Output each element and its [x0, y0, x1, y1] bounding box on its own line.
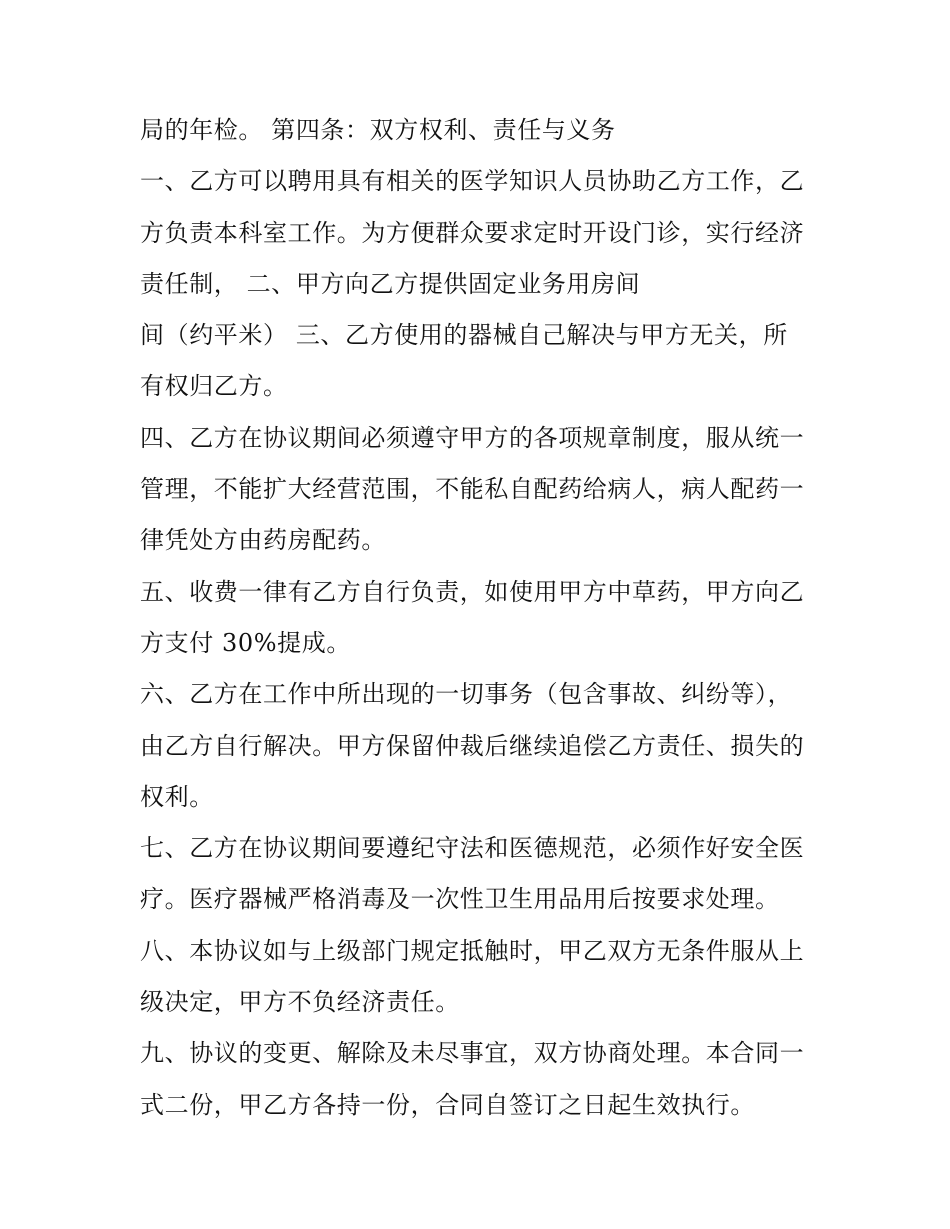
text-line: 六、乙方在工作中所出现的一切事务（包含事故、纠纷等），: [140, 680, 793, 709]
text-line: 有权归乙方。: [140, 372, 288, 401]
text-line: 一、乙方可以聘用具有相关的医学知识人员协助乙方工作，乙: [140, 167, 805, 196]
text-line: 局的年检。 第四条：双方权利、责任与义务: [140, 116, 616, 144]
text-line: 方负责本科室工作。为方便群众要求定时开设门诊，实行经济: [140, 218, 805, 247]
text-line: 四、乙方在协议期间必须遵守甲方的各项规章制度，服从统一: [140, 423, 805, 452]
text-line: 级决定，甲方不负经济责任。: [140, 988, 460, 1017]
text-line: 权利。: [140, 782, 214, 811]
text-line: 间（约平米） 三、乙方使用的器械自己解决与甲方无关，所: [140, 321, 788, 350]
text-line: 九、协议的变更、解除及未尽事宜，双方协商处理。本合同一: [140, 1039, 805, 1068]
text-line: 七、乙方在协议期间要遵纪守法和医德规范，必须作好安全医: [140, 834, 805, 863]
document-body: [140, 105, 820, 1131]
text-line: 式二份，甲乙方各持一份，合同自签订之日起生效执行。: [140, 1090, 755, 1119]
text-line: 方支付 30%提成。: [140, 628, 351, 657]
text-line: 责任制， 二、甲方向乙方提供固定业务用房间: [140, 269, 641, 298]
text-line: 疗。医疗器械严格消毒及一次性卫生用品用后按要求处理。: [140, 885, 780, 914]
text-line: 律凭处方由药房配药。: [140, 526, 386, 555]
text-line: 管理，不能扩大经营范围，不能私自配药给病人，病人配药一: [140, 475, 805, 504]
text-line: 八、本协议如与上级部门规定抵触时，甲乙双方无条件服从上: [140, 936, 805, 965]
text-line: 由乙方自行解决。甲方保留仲裁后继续追偿乙方责任、损失的: [140, 731, 805, 760]
text-line: 五、收费一律有乙方自行负责，如使用甲方中草药，甲方向乙: [140, 577, 805, 606]
